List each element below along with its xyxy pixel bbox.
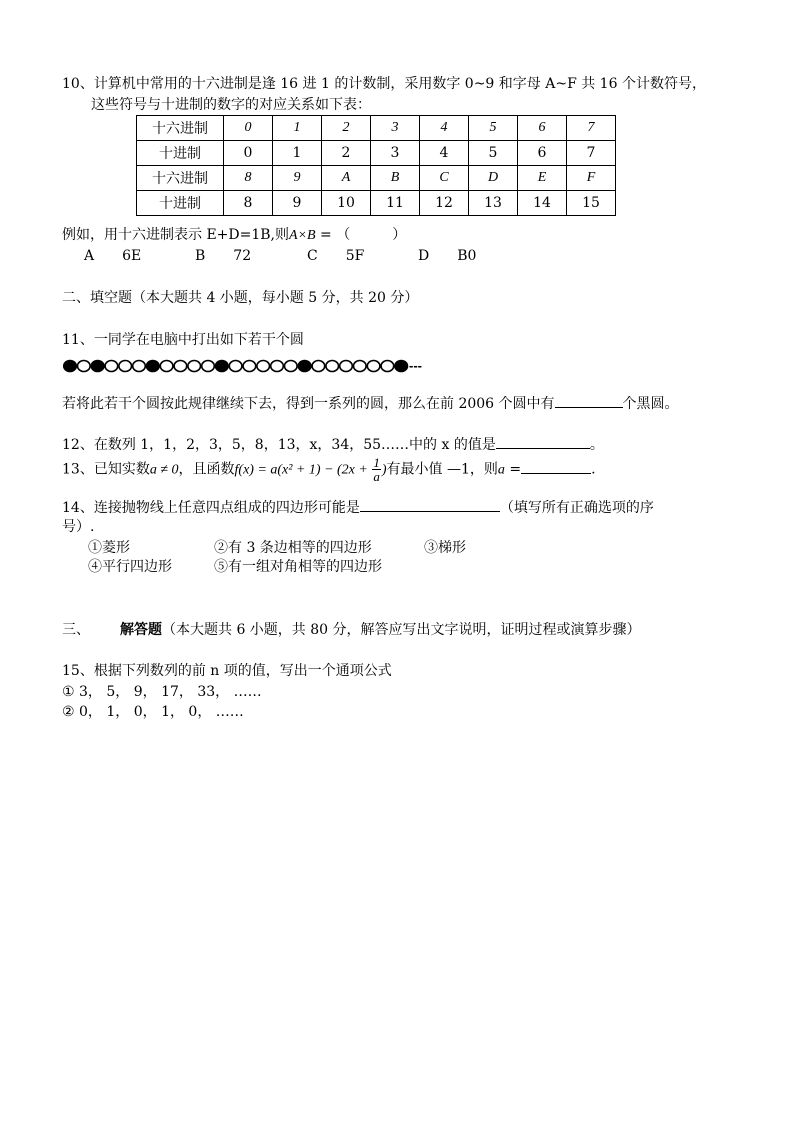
- hex-table-cell: 8: [224, 166, 273, 191]
- q13-var: a: [497, 462, 505, 478]
- q14-opt-5: ⑤有一组对角相等的四边形: [214, 559, 382, 575]
- q14-answer-blank[interactable]: [360, 497, 500, 512]
- hex-table-cell: 9: [273, 166, 322, 191]
- hex-table-cell: 15: [567, 191, 616, 216]
- white-circle: [229, 361, 242, 372]
- q15-seq1: ① 3， 5， 9， 17， 33， ……: [62, 684, 262, 700]
- white-circle: [160, 361, 173, 372]
- white-circle: [133, 361, 146, 372]
- q13-func-left: f(x) = a(x² + 1) − (2x +: [234, 462, 372, 478]
- q10-option-c: C 5F: [307, 248, 365, 264]
- q13-tail: 有最小值 —1，则: [386, 461, 498, 478]
- black-circle: [298, 361, 311, 372]
- q14-opt-3: ③梯形: [424, 540, 466, 556]
- q10-example: [62, 226, 406, 245]
- q13-prefix: 13、已知实数: [62, 461, 150, 478]
- q11-line2-suffix: 个黑圆。: [622, 396, 679, 412]
- q13-cond: a ≠ 0: [149, 462, 179, 478]
- white-circle: [243, 361, 256, 372]
- q14-line1-prefix: 14、连接抛物线上任意四点组成的四边形可能是: [62, 500, 360, 516]
- q10-example-prefix: 例如，用十六进制表示 E+D=1B,则: [62, 227, 290, 243]
- hex-table-cell: E: [518, 166, 567, 191]
- q13-frac-num: 1: [373, 455, 380, 470]
- q14-opt-2: ②有 3 条边相等的四边形: [214, 540, 372, 556]
- hex-table-cell: C: [420, 166, 469, 191]
- hex-table-row: [137, 116, 616, 141]
- q13-fraction: [372, 456, 381, 483]
- white-circle: [340, 361, 353, 372]
- q14-opt-1: ①菱形: [88, 540, 130, 556]
- hex-table-cell: 7: [567, 116, 616, 141]
- q13-end: .: [591, 461, 596, 478]
- black-circle: [147, 361, 160, 372]
- black-circle: [91, 361, 104, 372]
- hex-table-cell: 1: [273, 116, 322, 141]
- circle-tail: ---: [409, 358, 422, 373]
- q11-line2: [62, 393, 679, 413]
- white-circle: [271, 361, 284, 372]
- hex-table-cell: A: [322, 166, 371, 191]
- hex-table-row-head: 十进制: [137, 191, 224, 216]
- q13-answer-blank[interactable]: [521, 459, 591, 474]
- hex-table-cell: F: [567, 166, 616, 191]
- circle-sequence-svg: [63, 358, 443, 374]
- hex-table-cell: 13: [469, 191, 518, 216]
- section3-title-rest: （本大题共 6 小题，共 80 分，解答应写出文字说明，证明过程或演算步骤）: [162, 622, 641, 638]
- q13-line: [62, 456, 596, 484]
- q10-option-d: D B0: [418, 248, 477, 264]
- hex-table-cell: 10: [322, 191, 371, 216]
- black-circle: [216, 361, 229, 372]
- white-circle: [174, 361, 187, 372]
- hex-table-cell: D: [469, 166, 518, 191]
- q10-option-b: B 72: [195, 248, 252, 264]
- hex-table-cell: 9: [273, 191, 322, 216]
- hex-table-cell: 2: [322, 141, 371, 166]
- circle-sequence: [63, 358, 443, 374]
- hex-table-cell: 11: [371, 191, 420, 216]
- q14-opt-4: ④平行四边形: [88, 559, 172, 575]
- hex-table-row-head: 十六进制: [137, 166, 224, 191]
- q11-line1: 11、一同学在电脑中打出如下若干个圆: [62, 332, 304, 348]
- section3-num: 三、: [62, 622, 90, 638]
- section3-title-bold: 解答题: [120, 622, 162, 638]
- q12-answer-blank[interactable]: [496, 434, 590, 449]
- hex-table-cell: 4: [420, 116, 469, 141]
- hex-table-cell: 14: [518, 191, 567, 216]
- white-circle: [354, 361, 367, 372]
- white-circle: [312, 361, 325, 372]
- q14-line1: [62, 497, 654, 517]
- hex-table-cell: 7: [567, 141, 616, 166]
- white-circle: [202, 361, 215, 372]
- white-circle: [188, 361, 201, 372]
- white-circle: [326, 361, 339, 372]
- q13-frac-den: a: [373, 469, 380, 484]
- hex-table-row: [137, 141, 616, 166]
- hex-table-cell: 3: [371, 116, 420, 141]
- white-circle: [257, 361, 270, 372]
- hex-table-cell: B: [371, 166, 420, 191]
- hex-table-cell: 6: [518, 116, 567, 141]
- q12-prefix: 12、在数列 1，1，2，3，5，8，13，x，34，55……中的 x 的值是: [62, 437, 496, 453]
- q10-line1: 10、计算机中常用的十六进制是逢 16 进 1 的计数制，采用数字 0~9 和字母 A~F 共 16 个计数符号，: [62, 76, 706, 92]
- white-circle: [285, 361, 298, 372]
- q15-line1: 15、根据下列数列的前 n 项的值，写出一个通项公式: [62, 663, 392, 679]
- q11-answer-blank[interactable]: [555, 393, 623, 408]
- hex-table-row: [137, 166, 616, 191]
- q12-line: [62, 434, 604, 454]
- white-circle: [105, 361, 118, 372]
- q13-eq: =: [504, 461, 522, 478]
- q10-example-expr: A×B: [289, 228, 316, 243]
- hex-table-cell: 5: [469, 116, 518, 141]
- hex-table-cell: 8: [224, 191, 273, 216]
- hex-table-cell: 6: [518, 141, 567, 166]
- q14-line1-suffix: （填写所有正确选项的序: [499, 500, 654, 516]
- q15-seq2: ② 0， 1， 0， 1， 0， ……: [62, 704, 244, 720]
- white-circle: [367, 361, 380, 372]
- hex-table-cell: 5: [469, 141, 518, 166]
- white-circle: [78, 361, 91, 372]
- hex-decimal-table: [136, 115, 616, 216]
- black-circle: [395, 361, 408, 372]
- white-circle: [119, 361, 132, 372]
- hex-table-cell: 2: [322, 116, 371, 141]
- section3-heading: [62, 621, 641, 639]
- q13-mid: ，且函数: [178, 461, 235, 478]
- hex-table-cell: 0: [224, 116, 273, 141]
- hex-table-cell: 12: [420, 191, 469, 216]
- hex-table-cell: 3: [371, 141, 420, 166]
- section2-title: 二、填空题（本大题共 4 小题，每小题 5 分，共 20 分）: [62, 290, 419, 306]
- hex-table-cell: 4: [420, 141, 469, 166]
- q10-option-a: A 6E: [84, 248, 142, 264]
- q11-line2-prefix: 若将此若干个圆按此规律继续下去，得到一系列的圆，那么在前 2006 个圆中有: [62, 396, 555, 412]
- white-circle: [381, 361, 394, 372]
- q14-line2: 号）.: [62, 519, 95, 535]
- hex-table-row: [137, 191, 616, 216]
- q10-example-suffix: = （ ）: [315, 227, 407, 243]
- q12-suffix: 。: [589, 437, 604, 453]
- hex-table-cell: 0: [224, 141, 273, 166]
- hex-table-cell: 1: [273, 141, 322, 166]
- q13-func-right: ): [381, 462, 387, 478]
- black-circle: [64, 361, 77, 372]
- hex-table-row-head: 十进制: [137, 141, 224, 166]
- q10-line2: 这些符号与十进制的数字的对应关系如下表：: [91, 97, 371, 113]
- hex-table-row-head: 十六进制: [137, 116, 224, 141]
